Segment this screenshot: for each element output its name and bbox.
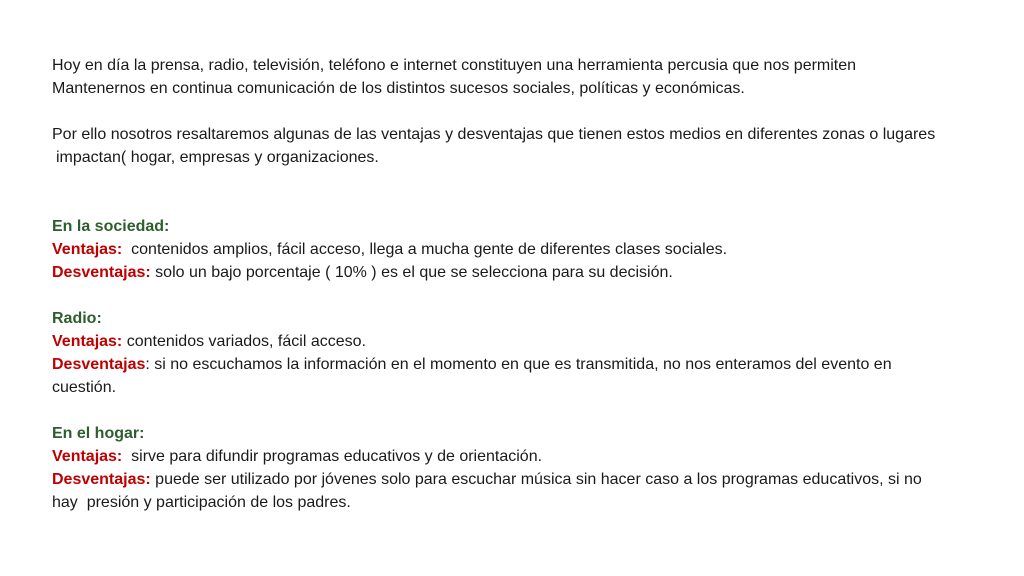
desventajas-label: Desventajas:	[52, 471, 151, 488]
desventajas-text: : si no escuchamos la información en el momento en que es transmitida, no nos enteramos del evento en	[145, 356, 892, 373]
ventajas-text: contenidos amplios, fácil acceso, llega a mucha gente de diferentes clases sociales.	[122, 241, 728, 258]
intro-paragraph-1-line-2: Mantenernos en continua comunicación de los distintos sucesos sociales, políticas y económicas.	[52, 80, 745, 97]
section-radio-desventajas	[52, 353, 1012, 376]
intro-paragraph-2-line-1: Por ello nosotros resaltaremos algunas de las ventajas y desventajas que tienen estos medios en diferentes zonas o lugares	[52, 126, 936, 143]
desventajas-label: Desventajas:	[52, 264, 151, 281]
section-hogar-desventajas	[52, 468, 1012, 491]
ventajas-label: Ventajas:	[52, 241, 123, 258]
section-radio-desventajas-continued: cuestión.	[52, 379, 117, 396]
ventajas-text: sirve para difundir programas educativos y de orientación.	[122, 448, 543, 465]
ventajas-label: Ventajas:	[52, 333, 123, 350]
spacer	[52, 100, 1012, 123]
ventajas-text: contenidos variados, fácil acceso.	[122, 333, 366, 350]
ventajas-label: Ventajas:	[52, 448, 123, 465]
section-hogar-ventajas	[52, 445, 1012, 468]
spacer	[52, 169, 1012, 215]
section-hogar-desventajas-continued: hay presión y participación de los padres.	[52, 494, 351, 511]
section-heading-radio: Radio:	[52, 310, 102, 327]
section-radio-ventajas	[52, 330, 1012, 353]
desventajas-text: puede ser utilizado por jóvenes solo para escuchar música sin hacer caso a los programas educativos, si no	[150, 471, 922, 488]
section-heading-sociedad: En la sociedad:	[52, 218, 170, 235]
desventajas-label: Desventajas	[52, 356, 146, 373]
intro-paragraph-2-line-2: impactan( hogar, empresas y organizaciones.	[56, 149, 379, 166]
spacer	[52, 399, 1012, 422]
section-sociedad-ventajas	[52, 238, 1012, 261]
spacer	[52, 284, 1012, 307]
intro-paragraph-1-line-1: Hoy en día la prensa, radio, televisión, teléfono e internet constituyen una herramienta percusia que nos permiten	[52, 57, 857, 74]
section-sociedad-desventajas	[52, 261, 1012, 284]
slide-content	[52, 54, 1012, 514]
desventajas-text: solo un bajo porcentaje ( 10% ) es el que se selecciona para su decisión.	[150, 264, 673, 281]
section-heading-hogar: En el hogar:	[52, 425, 145, 442]
